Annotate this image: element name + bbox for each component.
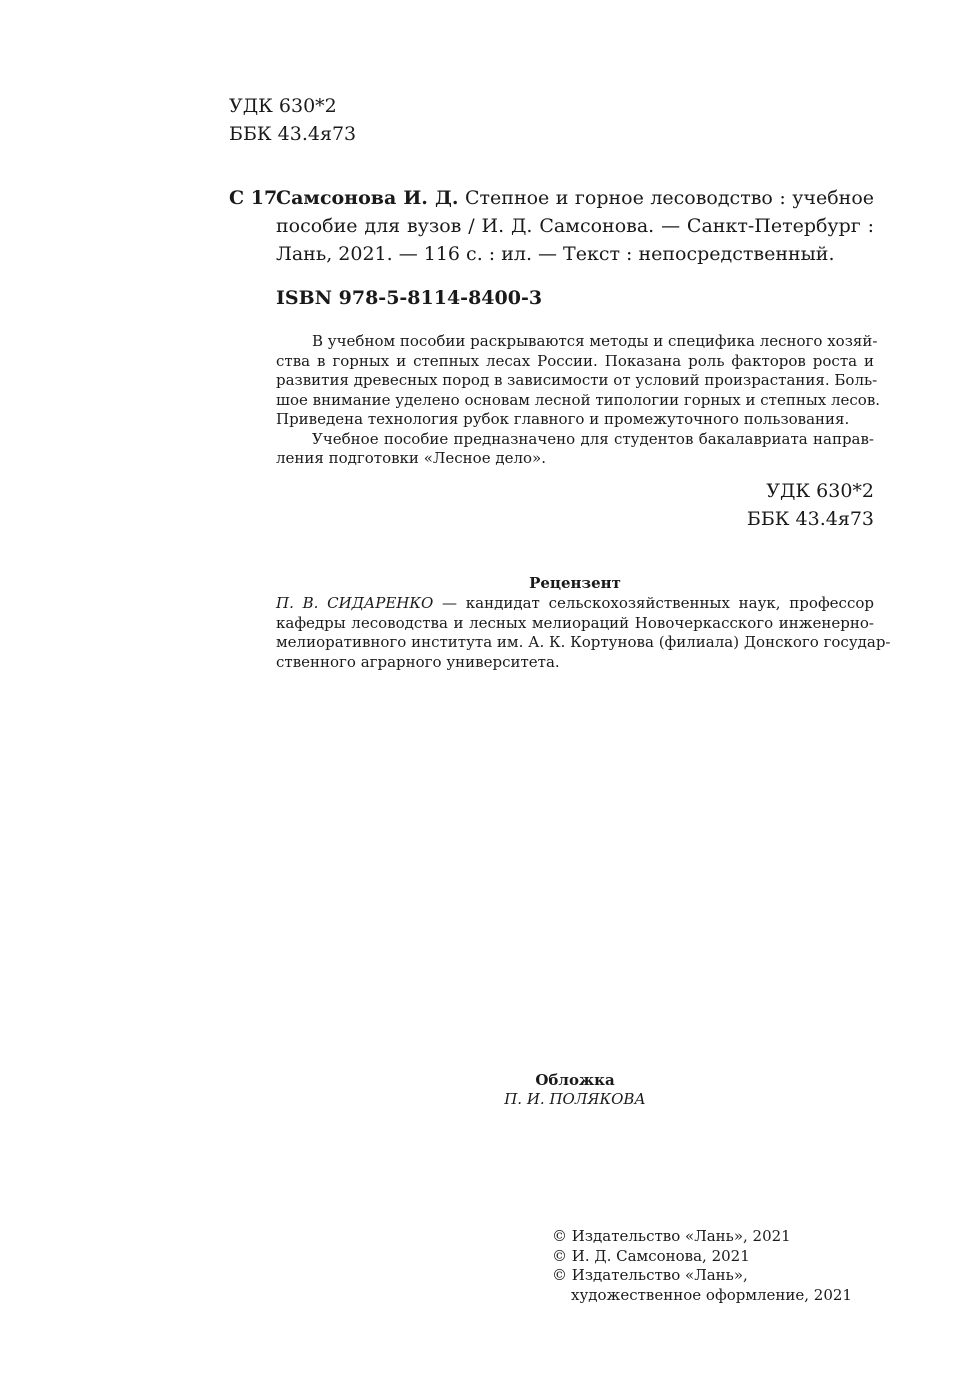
- classification-top: [229, 92, 356, 148]
- biblio-author: Самсонова И. Д.: [276, 187, 459, 209]
- reviewer-credentials: — кандидат сельскохозяйственных наук, профессор: [433, 594, 874, 612]
- annotation-line: ства в горных и степных лесах России. Показана роль факторов роста и: [276, 351, 874, 370]
- classification-bottom: [747, 477, 874, 533]
- reviewer-heading: Рецензент: [529, 574, 621, 592]
- copyright-line: © Издательство «Лань»,: [552, 1266, 748, 1284]
- bbk-code: ББК 43.4я73: [229, 123, 357, 145]
- annotation-line: шое внимание уделено основам лесной типологии горных и степных лесов.: [276, 390, 881, 409]
- udk-code: УДК 630*2: [766, 480, 874, 502]
- copyright-line: © Издательство «Лань», 2021: [552, 1227, 791, 1245]
- reviewer-text: [276, 594, 891, 672]
- reviewer-line-1: [276, 594, 874, 614]
- cover-designer: П. И. ПОЛЯКОВА: [504, 1090, 646, 1108]
- udk-code: УДК 630*2: [229, 95, 337, 117]
- copyright-line: художественное оформление, 2021: [571, 1285, 852, 1304]
- copyright-block: [552, 1227, 852, 1305]
- bibliographic-record: [276, 184, 874, 268]
- annotation-line: ления подготовки «Лесное дело».: [276, 449, 546, 467]
- annotation-line: Приведена технология рубок главного и промежуточного пользования.: [276, 410, 850, 428]
- bbk-code: ББК 43.4я73: [746, 508, 874, 530]
- author-sign: С 17: [229, 187, 278, 209]
- biblio-line-1: [276, 184, 874, 212]
- biblio-title: Степное и горное лесоводство : учебное: [464, 187, 874, 209]
- biblio-line-2: пособие для вузов / И. Д. Самсонова. — Санкт-Петербург :: [276, 215, 874, 237]
- biblio-line-3: Лань, 2021. — 116 с. : ил. — Текст : непосредственный.: [276, 243, 835, 265]
- annotation-line: развития древесных пород в зависимости от условий произрастания. Боль-: [276, 371, 878, 389]
- reviewer-name: П. В. СИДАРЕНКО: [276, 594, 434, 612]
- annotation-line: В учебном пособии раскрываются методы и специфика лесного хозяй-: [312, 332, 878, 350]
- reviewer-line-2: кафедры лесоводства и лесных мелиораций Новочеркасского инженерно-: [276, 613, 874, 632]
- reviewer-line-3: мелиоративного института им. А. К. Кортунова (филиала) Донского государ-: [276, 633, 891, 651]
- isbn: ISBN 978-5-8114-8400-3: [276, 287, 543, 309]
- annotation-line: Учебное пособие предназначено для студентов бакалавриата направ-: [312, 429, 874, 448]
- cover-heading: Обложка: [535, 1071, 615, 1089]
- annotation: [276, 332, 881, 469]
- reviewer-line-4: ственного аграрного университета.: [276, 652, 560, 671]
- copyright-line: © И. Д. Самсонова, 2021: [552, 1246, 750, 1265]
